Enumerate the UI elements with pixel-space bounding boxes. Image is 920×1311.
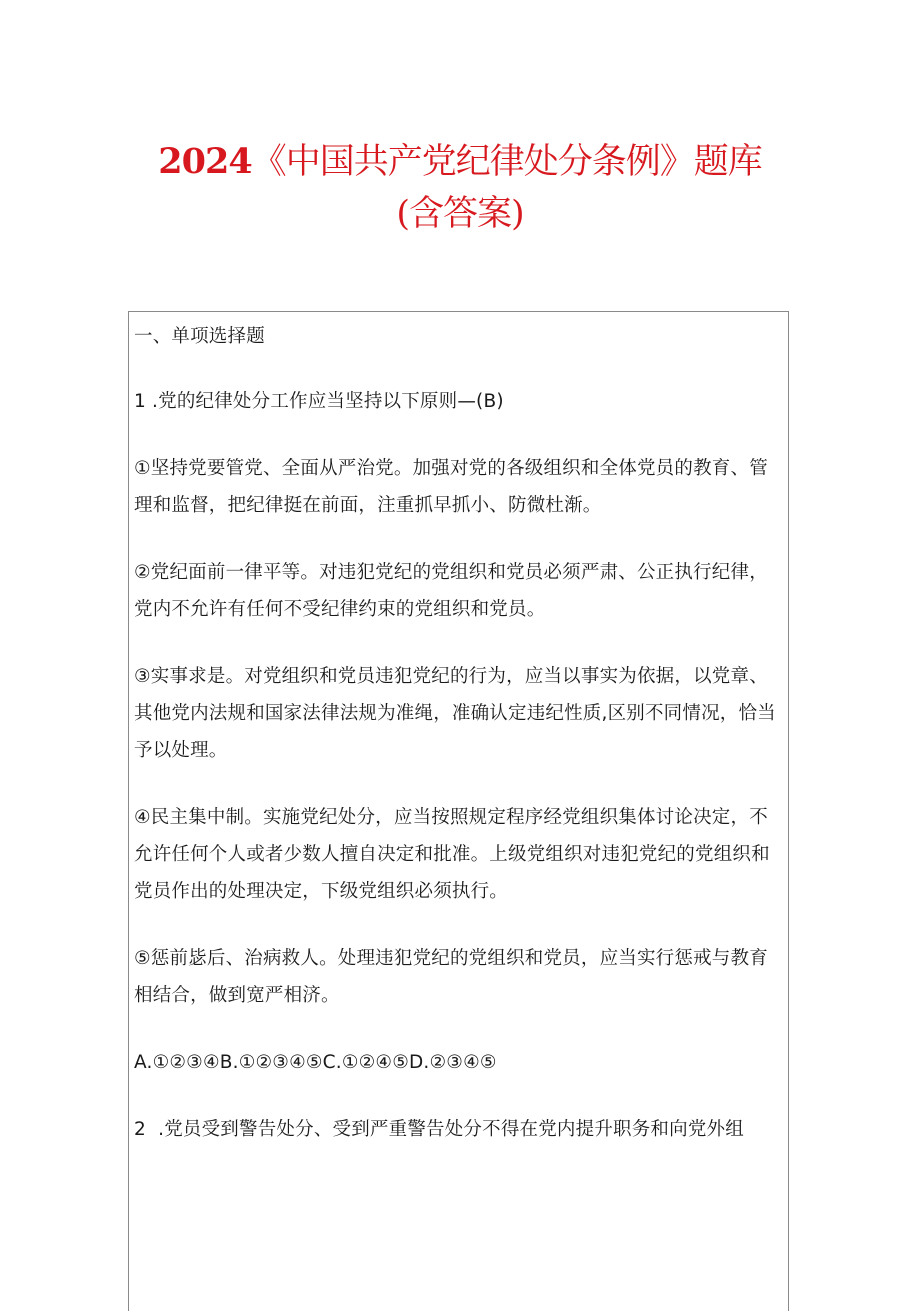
question-1-options: A.①②③④B.①②③④⑤C.①②④⑤D.②③④⑤: [134, 1052, 497, 1073]
title-subtitle: (含答案): [396, 194, 524, 234]
question-1-stem: 1 .党的纪律处分工作应当坚持以下原则—(B): [134, 391, 504, 412]
question-1-item-5: ⑤惩前毖后、治病救人。处理违犯党纪的党组织和党员，应当实行惩戒与教育相结合，做到宽严相济。: [134, 948, 768, 1006]
section-heading: 一、单项选择题: [134, 326, 265, 347]
question-1-item-3: ③实事求是。对党组织和党员违犯党纪的行为，应当以事实为依据，以党章、其他党内法规和国家法律法规为准绳，准确认定违纪性质,区别不同情况，恰当予以处理。: [134, 666, 776, 761]
title-main: 《中国共产党纪律处分条例》题库: [251, 142, 762, 182]
question-2-stem: 2 .党员受到警告处分、受到严重警告处分不得在党内提升职务和向党外组: [134, 1119, 744, 1140]
title-year: 2024: [158, 141, 252, 182]
question-1-item-4: ④民主集中制。实施党纪处分，应当按照规定程序经党组织集体讨论决定，不允许任何个人或者少数人擅自决定和批准。上级党组织对违犯党纪的党组织和党员作出的处理决定，下级党组织必须执行。: [134, 807, 770, 902]
question-1-item-1: ①坚持党要管党、全面从严治党。加强对党的各级组织和全体党员的教育、管理和监督，把纪律挺在前面，注重抓早抓小、防微杜渐。: [134, 458, 768, 516]
question-1-item-2: ②党纪面前一律平等。对违犯党纪的党组织和党员必须严肃、公正执行纪律，党内不允许有任何不受纪律约束的党组织和党员。: [134, 562, 768, 620]
document-title: [0, 136, 920, 240]
document-body: [134, 318, 786, 1178]
